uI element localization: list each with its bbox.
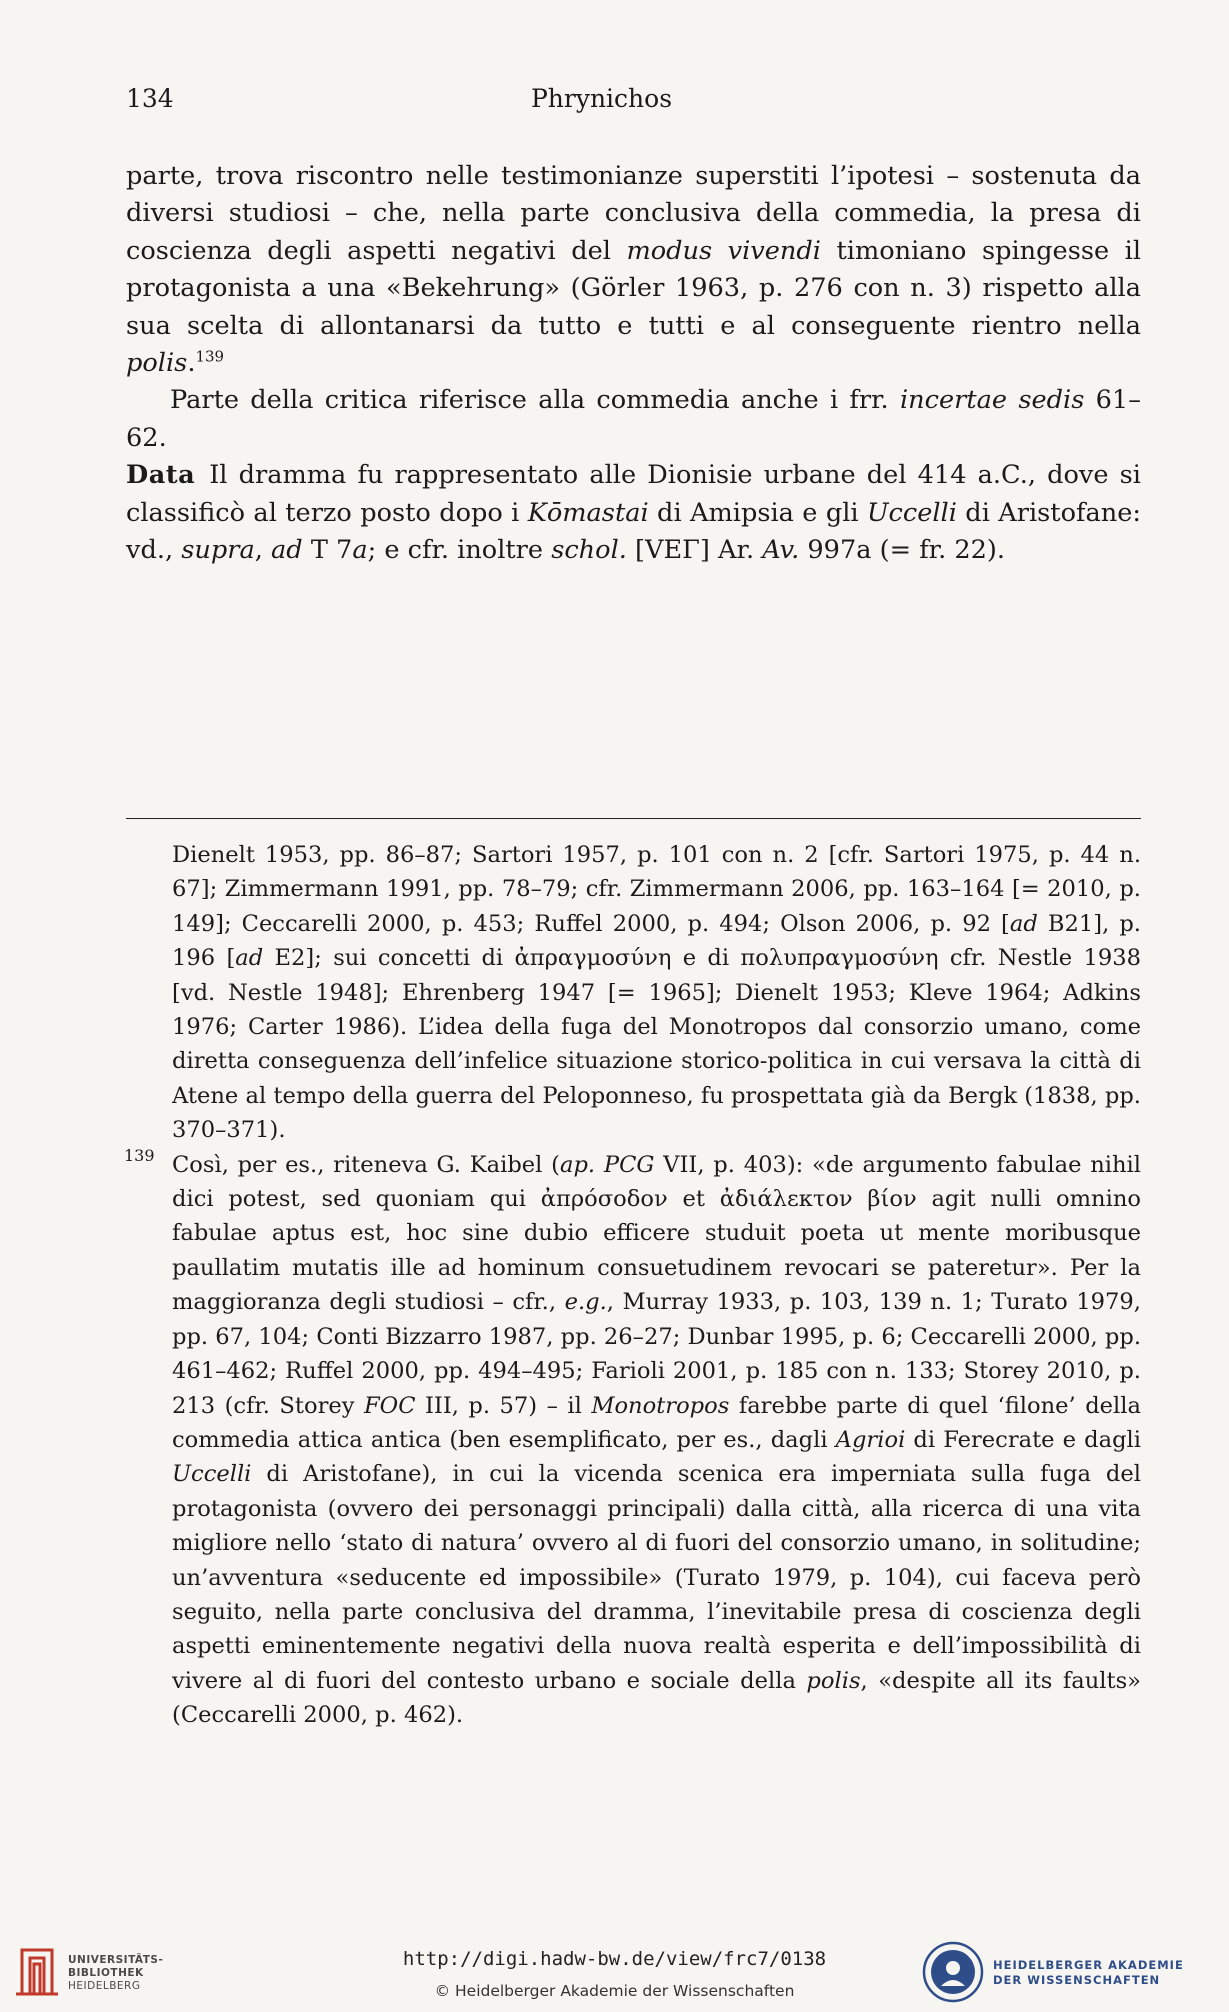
paragraph-data: Data Il dramma fu rappresentato alle Dionisie urbane del 414 a.C., dove si classificò al terzo posto dopo i Kōmastai di Amipsia e gli Uccelli di Aristofane: vd., supra, ad T 7a; e cfr. inoltre schol. [VEΓ] Ar. Av. 997a (= fr. 22).: [126, 460, 1141, 566]
paragraph-1: parte, trova riscontro nelle testimonianze superstiti l’ipotesi – sostenuta da diversi studiosi – che, nella parte conclusiva della commedia, la presa di coscienza degli aspetti negativi del modus vivendi timoniano spingesse il protagonista a una «Bekehrung» (Görler 1963, p. 276 con n. 3) rispetto alla sua scelta di allontanarsi da tutto e tutti e al conseguente rientro nella polis.$^{139}$: [126, 161, 1142, 379]
footnotes: [126, 838, 1141, 1733]
footnote-number: 139: [124, 1145, 155, 1165]
section-label-data: Data: [126, 460, 196, 491]
permalink[interactable]: http://digi.hadw-bw.de/view/frc7/0138: [402, 1948, 827, 1970]
running-title: Phrynichos: [530, 84, 673, 113]
footnote-138-continued: Dienelt 1953, pp. 86–87; Sartori 1957, p. 101 con n. 2 [cfr. Sartori 1975, p. 44 n. 67]; Zimmermann 1991, pp. 78–79; cfr. Zimmermann 2006, pp. 163–164 [= 2010, p. 149]; Ceccarelli 2000, p. 453; Ruffel 2000, p. 494; Olson 2006, p. 92 [ad B21], p. 196 [ad E2]; sui concetti di ἀπραγμοσύνη e di πολυπραγμοσύνη cfr. Nestle 1938 [vd. Nestle 1948]; Ehrenberg 1947 [= 1965]; Dienelt 1953; Kleve 1964; Adkins 1976; Carter 1986). L’idea della fuga del Monotropos dal consorzio umano, come diretta conseguenza dell’infelice situazione storico-politica in cui versava la città di Atene al tempo della guerra del Peloponneso, fu prospettata già da Bergk (1838, pp. 370–371).: [172, 842, 1141, 1144]
footnote-139: 139 Così, per es., riteneva G. Kaibel (ap. PCG VII, p. 403): «de argumento fabulae nihil dici potest, sed quoniam qui ἀπρόσοδον et ἀδιάλεκτον βίον agit nulli omnino fabulae aptus est, hoc sine dubio efficere studuit poeta ut mente moribusque paullatim mutatis ille ad hominum consuetudinem revocari se pateretur». Per la maggioranza degli studiosi – cfr., e.g., Murray 1933, p. 103, 139 n. 1; Turato 1979, pp. 67, 104; Conti Bizzarro 1987, pp. 26–27; Dunbar 1995, p. 6; Ceccarelli 2000, pp. 461–462; Ruffel 2000, pp. 494–495; Farioli 2001, p. 185 con n. 133; Storey 2010, p. 213 (cfr. Storey FOC III, p. 57) – il Monotropos farebbe parte di quel ‘filone’ della commedia attica antica (ben esemplificato, per es., dagli Agrioi di Ferecrate e dagli Uccelli di Aristofane), in cui la vicenda scenica era imperniata sulla fuga del protagonista (ovvero dei personaggi principali) dalla città, alla ricerca di una vita migliore nello ‘stato di natura’ ovvero al di fuori del consorzio umano, in solitudine; un’avventura «seducente ed impossibile» (Turato 1979, p. 104), cui faceva però seguito, nella parte conclusiva del dramma, l’inevitabile presa di coscienza degli aspetti eminentemente negativi della nuova realtà esperita e dell’impossibilità di vivere al di fuori del contesto urbano e sociale della polis, «despite all its faults» (Ceccarelli 2000, p. 462).: [126, 1148, 1141, 1733]
academy-logo: HEIDELBERGER AKADEMIE DER WISSENSCHAFTEN: [921, 1940, 1211, 2004]
paragraph-2: Parte della critica riferisce alla commedia anche i frr. incertae sedis 61–62.: [126, 385, 1141, 453]
footnote-ref-139[interactable]: 139: [195, 347, 225, 366]
academy-seal-icon: [921, 1940, 985, 2004]
page-footer: [0, 1936, 1229, 2012]
main-text: [126, 158, 1141, 569]
running-header: [126, 84, 1077, 118]
page-number: 134: [126, 84, 174, 113]
copyright-notice: © Heidelberger Akademie der Wissenschaften: [434, 1982, 795, 2000]
footnote-divider: [126, 818, 1141, 819]
university-library-logo: UNIVERSITÄTS- BIBLIOTHEK HEIDELBERG: [14, 1942, 144, 2002]
